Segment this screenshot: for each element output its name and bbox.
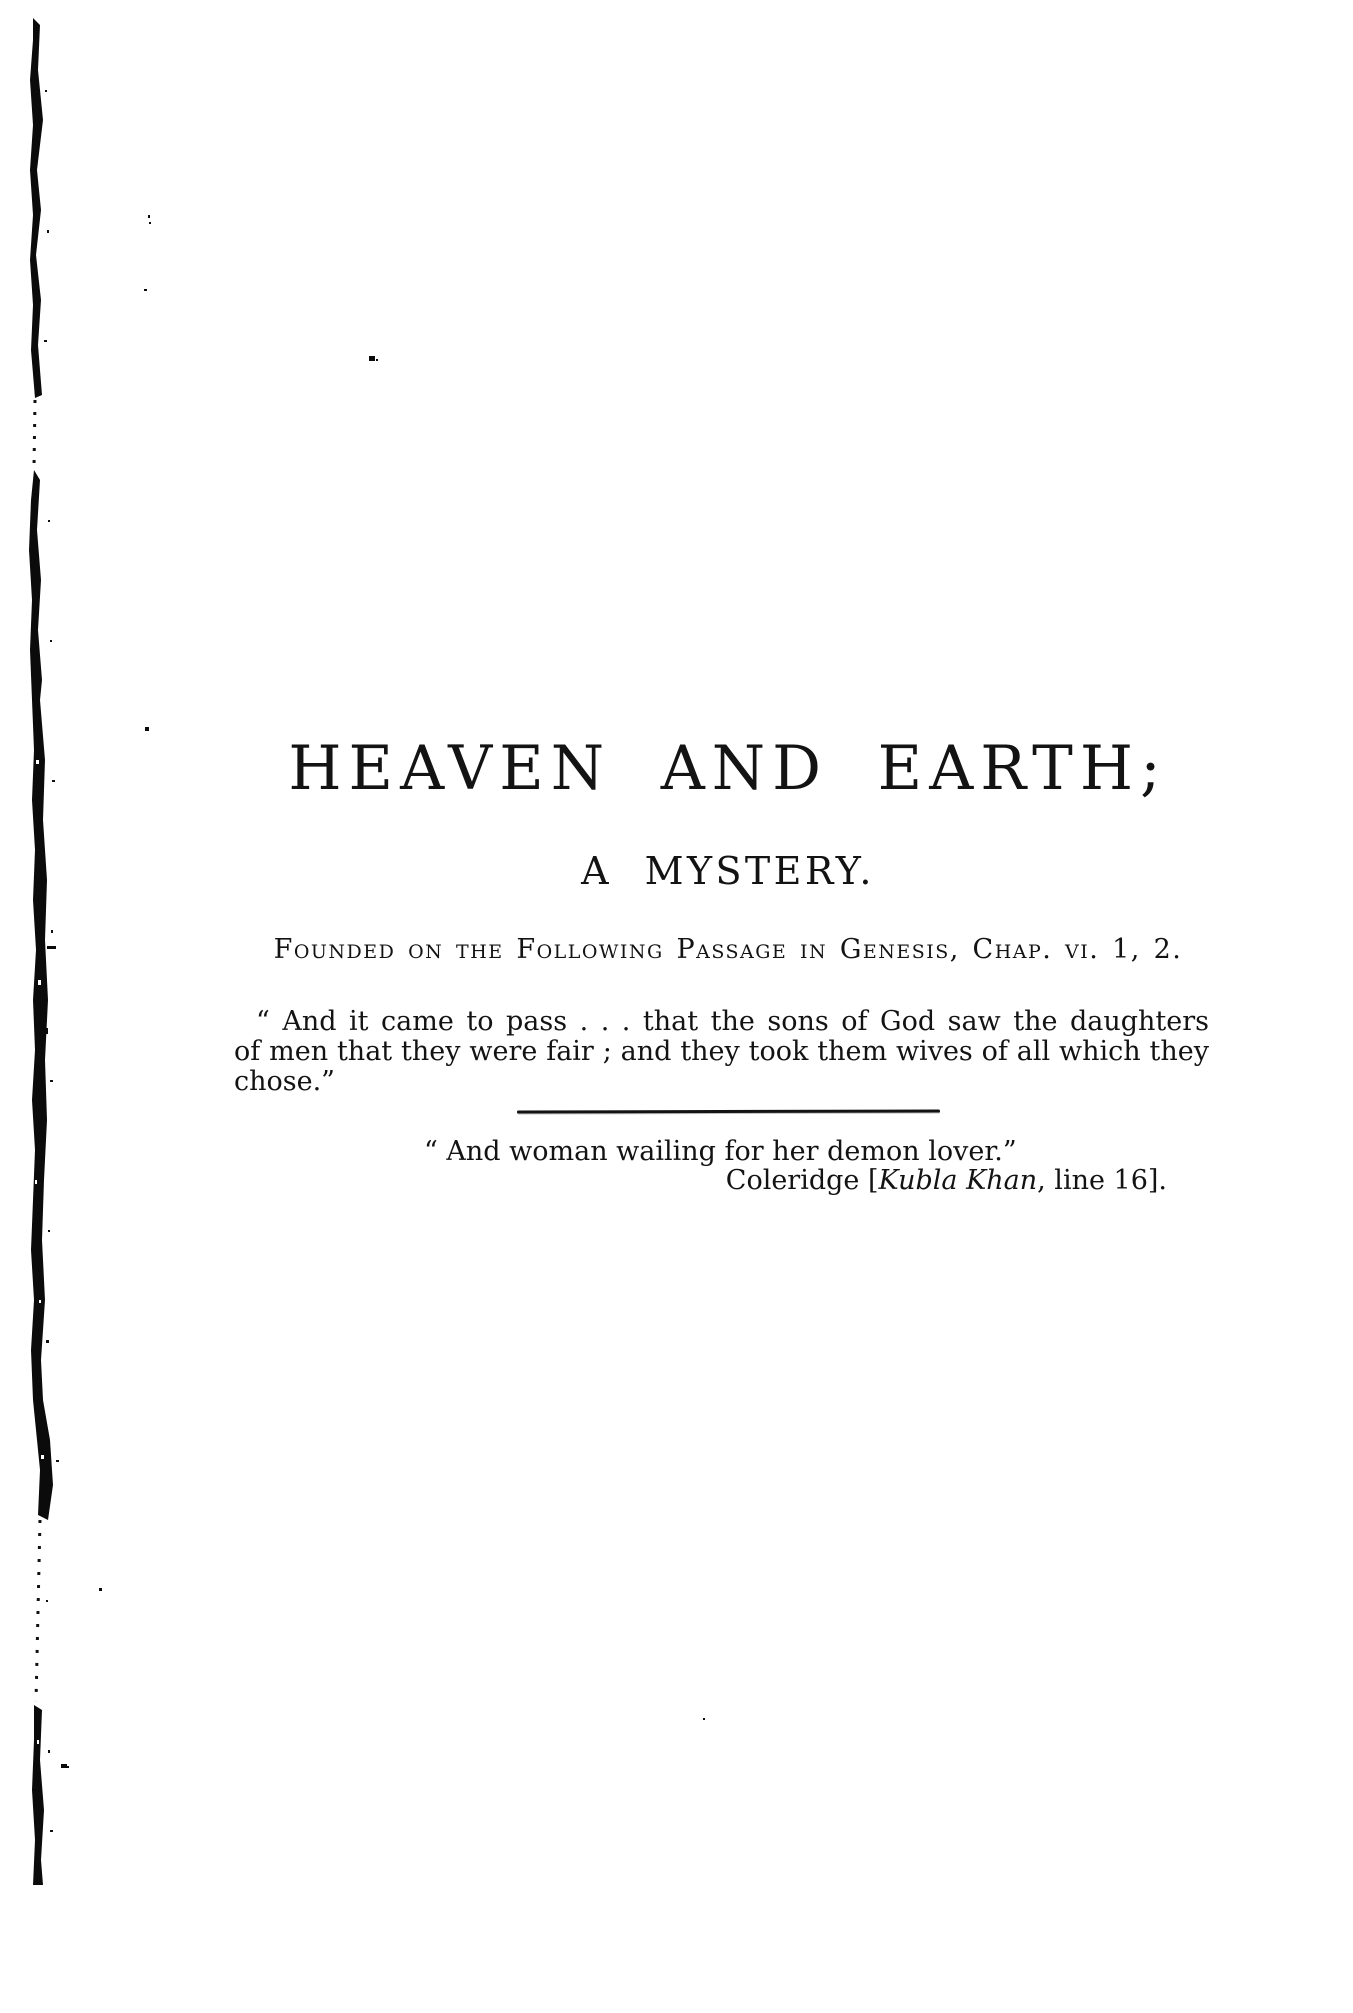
founded-on-line: Founded on the Following Passage in Genesis, Chap. vi. 1, 2. xyxy=(273,934,1183,965)
genesis-quote-line-1: “ And it came to pass . . . that the sons of God saw the daughters xyxy=(256,1006,1209,1037)
book-title: HEAVEN AND EARTH; xyxy=(288,733,1168,804)
attribution-suffix: , line 16]. xyxy=(1037,1165,1167,1196)
book-subtitle: A MYSTERY. xyxy=(581,849,875,893)
coleridge-quote: “ And woman wailing for her demon lover.” xyxy=(424,1136,1017,1167)
genesis-quote-line-3: chose.” xyxy=(234,1066,335,1097)
stray-ink-specks xyxy=(45,215,705,1768)
coleridge-attribution xyxy=(234,1166,1222,1196)
attribution-prefix: Coleridge [ xyxy=(725,1165,879,1196)
genesis-quote-line-2: of men that they were fair ; and they took them wives of all which they xyxy=(234,1036,1209,1067)
attribution-work-title: Kubla Khan xyxy=(878,1165,1038,1196)
genesis-quote xyxy=(234,1007,1209,1097)
